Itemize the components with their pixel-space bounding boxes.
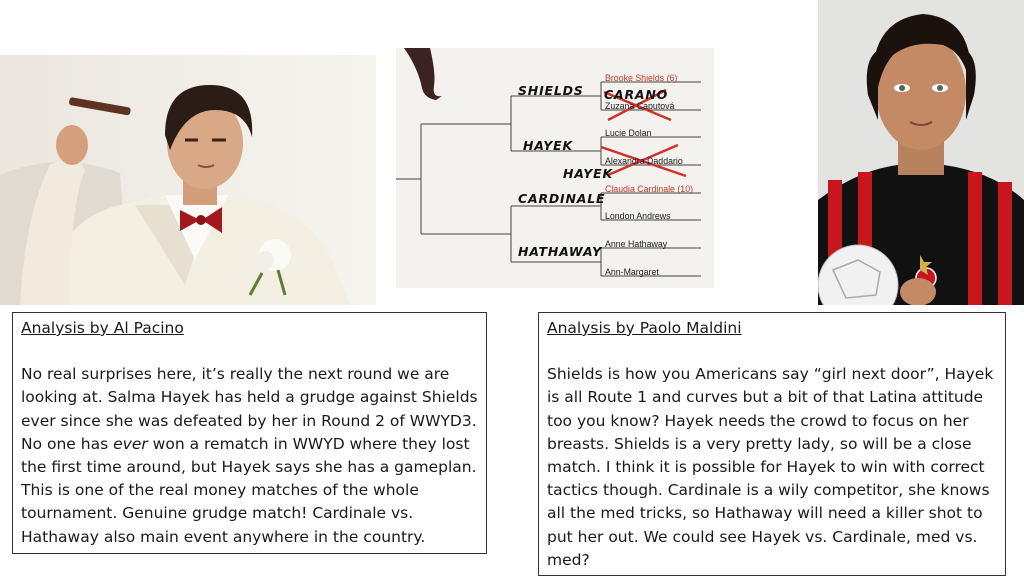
analysis-al-pacino-box [12,312,487,554]
analysis-paolo-maldini-box [538,312,1006,576]
winner-carano: CARANO [604,87,669,102]
winner-hathaway: HATHAWAY [518,244,602,259]
entrant-1: Brooke Shields (6) [605,73,678,83]
entrant-8: Ann-Margaret [605,267,659,277]
winner-hayek-round1: HAYEK [563,166,613,181]
analysis-paolo-maldini-heading: Analysis by Paolo Maldini [547,319,742,337]
entrant-4: Alexandra Daddario [605,156,683,166]
analysis-al-pacino-text [21,363,478,549]
winner-hayek-round2: HAYEK [523,138,573,153]
winner-cardinale: CARDINALE [518,191,606,206]
photo-al-pacino [0,55,376,305]
analysis-paolo-maldini-text: Shields is how you Americans say “girl next door”, Hayek is all Route 1 and curves but a bit of that Latina attitude too you know? Hayek needs the crowd to focus on her breasts. Shields is a very pretty lady, so will be a close match. I think it is possible for Hayek to win with correct tactics though. Cardinale is a wily competitor, she knows all the med tricks, so Hathaway will need a killer shot to put her out. We could see Hayek vs. Cardinale, med vs. med? [547,365,994,569]
paolo-maldini-illustration [818,0,1024,305]
entrant-5: Claudia Cardinale (10) [605,184,694,194]
photo-paolo-maldini [818,0,1024,305]
al-pacino-illustration [0,55,376,305]
analysis-al-pacino-part2: won a rematch in WWYD where they lost the first time around, but Hayek says she has a gameplan. This is one of the real money matches of the whole tournament. Genuine grudge match! Cardinale vs. Hathaway also main event anywhere in the country. [21,434,477,546]
entrant-3: Lucie Dolan [605,128,652,138]
entrant-7: Anne Hathaway [605,239,668,249]
analysis-al-pacino-emphasis: ever [113,434,148,453]
analysis-al-pacino-heading: Analysis by Al Pacino [21,319,184,337]
tournament-bracket [396,48,714,288]
analysis-al-pacino-part1: No real surprises here, it’s really the next round we are looking at. Salma Hayek has held a grudge against Shields ever since she was defeated by her in Round 2 of WWYD3. No one has [21,365,478,453]
winner-shields: SHIELDS [518,83,584,98]
entrant-6: London Andrews [605,211,671,221]
entrant-2: Zuzana Caputová [605,101,675,111]
